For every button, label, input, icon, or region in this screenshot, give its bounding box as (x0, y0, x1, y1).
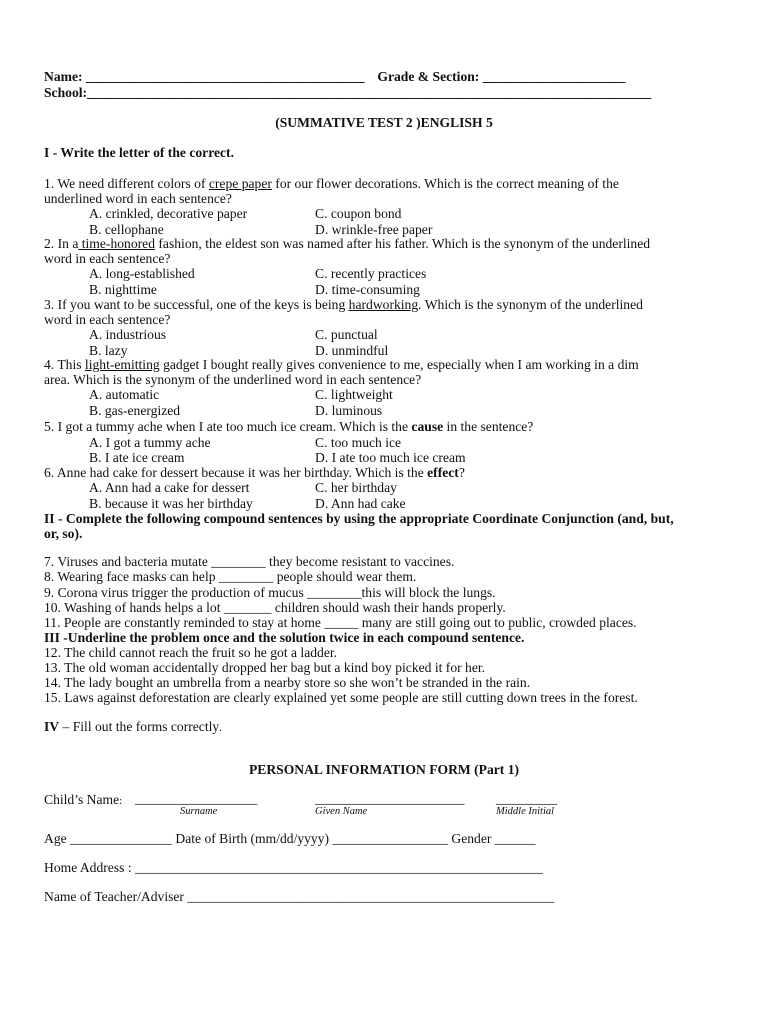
part2-heading-line1: II - Complete the following compound sentences by using the appropriate Coordinate Conjunction (and, but, (44, 511, 674, 526)
form-title: PERSONAL INFORMATION FORM (Part 1) (248, 762, 520, 777)
q2-line1: 2. In a time-honored fashion, the eldest son was named after his father. Which is the synonym of the underlined (44, 236, 651, 251)
q4-option-d: D. luminous (315, 403, 383, 418)
q1-option-a: A. crinkled, decorative paper (89, 206, 248, 221)
q5-option-a: A. I got a tummy ache (89, 435, 211, 450)
q4-option-b: B. gas-energized (89, 403, 181, 418)
q3-underlined-word: hardworking (348, 297, 419, 312)
q14: 14. The lady bought an umbrella from a nearby store so she won’t be stranded in the rain. (44, 675, 531, 690)
part2-heading-line2: or, so). (44, 526, 83, 541)
q1-line2: underlined word in each sentence? (44, 191, 232, 206)
surname-blank[interactable]: __________________ (135, 791, 258, 806)
q6-option-d: D. Ann had cake (315, 496, 406, 511)
given-name-blank[interactable]: ______________________ (315, 791, 465, 806)
q3-option-b: B. lazy (89, 343, 128, 358)
age-dob-gender-line[interactable]: Age _______________ Date of Birth (mm/dd/yyyy) _________________ Gender ______ (44, 831, 536, 846)
q4-line1: 4. This light-emitting gadget I bought really gives convenience to me, especially when I am working in a dim (44, 357, 639, 372)
q4-option-a: A. automatic (89, 387, 160, 402)
given-name-caption: Given Name (315, 806, 368, 817)
q1-line1: 1. We need different colors of crepe paper for our flower decorations. Which is the correct meaning of the (44, 176, 619, 191)
school-blank[interactable]: ___________________________________________________________________________________ (87, 85, 652, 100)
q1-option-c: C. coupon bond (315, 206, 402, 221)
grade-blank[interactable]: _____________________ (482, 69, 626, 84)
q6-option-a: A. Ann had a cake for dessert (89, 480, 250, 495)
name-line (44, 69, 625, 84)
q3-line1: 3. If you want to be successful, one of the keys is being hardworking. Which is the synonym of the underlined (44, 297, 643, 312)
q5-option-b: B. I ate ice cream (89, 450, 185, 465)
part1-heading: I - Write the letter of the correct. (44, 145, 234, 160)
q9: 9. Corona virus trigger the production of mucus ________this will block the lungs. (44, 585, 496, 600)
q3-option-d: D. unmindful (315, 343, 389, 358)
school-label: School: (44, 85, 88, 100)
q4-line2: area. Which is the synonym of the underlined word in each sentence? (44, 372, 422, 387)
q1-option-d: D. wrinkle-free paper (315, 222, 433, 237)
q15: 15. Laws against deforestation are clearly explained yet some people are still cutting down trees in the forest. (44, 690, 638, 705)
q2-option-d: D. time-consuming (315, 282, 420, 297)
q5-bold-word: cause (411, 419, 444, 434)
part3-heading: III -Underline the problem once and the solution twice in each compound sentence. (44, 630, 525, 645)
middle-initial-caption: Middle Initial (496, 806, 555, 817)
q6-option-c: C. her birthday (315, 480, 397, 495)
middle-initial-blank[interactable]: _________ (496, 791, 558, 806)
q12: 12. The child cannot reach the fruit so he got a ladder. (44, 645, 338, 660)
grade-label: Grade & Section: (377, 69, 480, 84)
q11: 11. People are constantly reminded to stay at home _____ many are still going out to public, crowded places. (44, 615, 637, 630)
q5-line1: 5. I got a tummy ache when I ate too much ice cream. Which is the cause in the sentence? (44, 419, 534, 434)
q13: 13. The old woman accidentally dropped her bag but a kind boy picked it for her. (44, 660, 486, 675)
child-name-label: Child’s Name: (44, 792, 123, 807)
q2-option-a: A. long-established (89, 266, 195, 281)
q3-line2: word in each sentence? (44, 312, 171, 327)
surname-caption: Surname (180, 806, 218, 817)
name-label: Name: (44, 69, 83, 84)
q3-option-c: C. punctual (315, 327, 378, 342)
name-blank[interactable]: _________________________________________ (85, 69, 365, 84)
q1-underlined-word: crepe paper (208, 176, 272, 191)
teacher-adviser-line[interactable]: Name of Teacher/Adviser ______________________________________________________ (44, 889, 555, 904)
q5-option-d: D. I ate too much ice cream (315, 450, 466, 465)
q10: 10. Washing of hands helps a lot _______ children should wash their hands properly. (44, 600, 506, 615)
home-address-line[interactable]: Home Address : ____________________________________________________________ (44, 860, 543, 875)
q6-option-b: B. because it was her birthday (89, 496, 253, 511)
q1-option-b: B. cellophane (89, 222, 164, 237)
school-line (44, 85, 651, 100)
q4-underlined-word: light-emitting (84, 357, 160, 372)
q8: 8. Wearing face masks can help ________ people should wear them. (44, 569, 417, 584)
q2-line2: word in each sentence? (44, 251, 171, 266)
q2-underlined-word: time-honored (78, 236, 155, 251)
q6-bold-word: effect (427, 465, 459, 480)
q4-option-c: C. lightweight (315, 387, 393, 402)
part4-heading: IV – Fill out the forms correctly. (44, 719, 222, 734)
q2-option-c: C. recently practices (315, 266, 427, 281)
q3-option-a: A. industrious (89, 327, 167, 342)
q7: 7. Viruses and bacteria mutate ________ they become resistant to vaccines. (44, 554, 455, 569)
test-title: (SUMMATIVE TEST 2 )ENGLISH 5 (275, 115, 493, 130)
q2-option-b: B. nighttime (89, 282, 157, 297)
q6-line1: 6. Anne had cake for dessert because it was her birthday. Which is the effect? (44, 465, 465, 480)
q5-option-c: C. too much ice (315, 435, 402, 450)
